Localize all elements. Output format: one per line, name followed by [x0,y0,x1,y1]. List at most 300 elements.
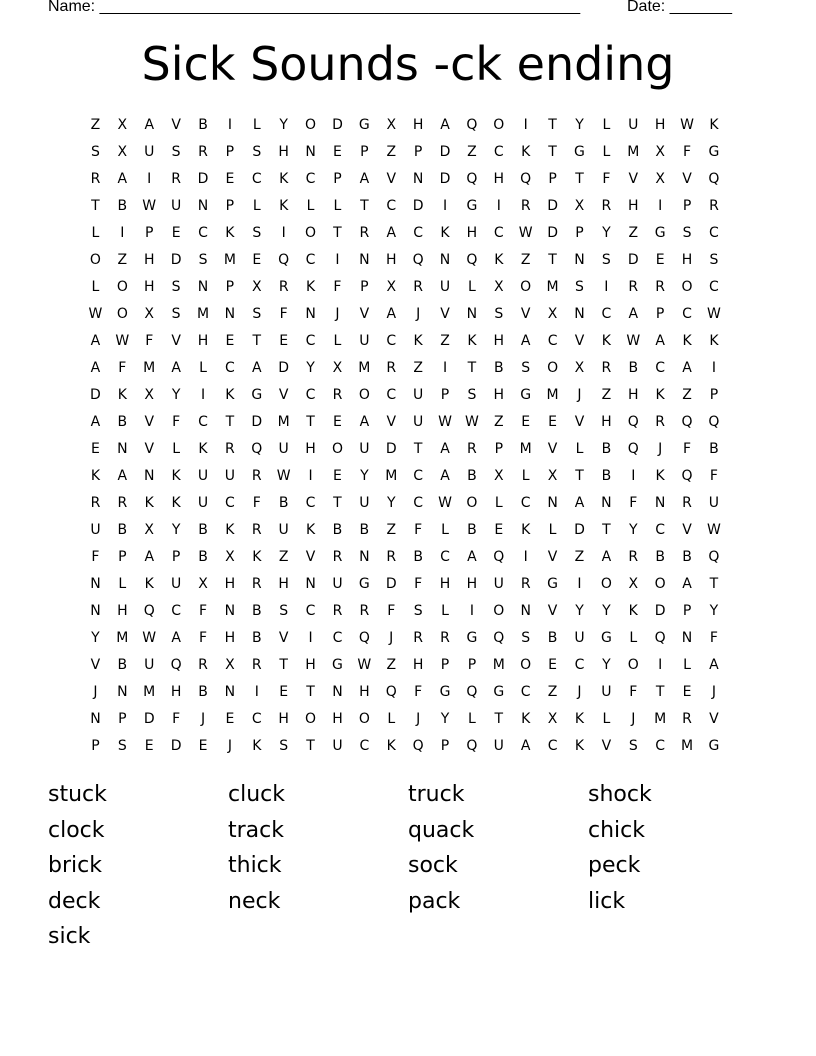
grid-letter: H [493,333,505,349]
grid-letter: C [440,549,450,565]
grid-letter: G [251,387,263,403]
grid-letter: K [252,738,262,754]
grid-letter: E [171,225,181,241]
grid-letter: H [278,711,289,727]
grid-letter: Z [574,549,585,565]
grid-letter: O [466,495,478,511]
grid-letter: I [281,225,286,241]
grid-letter: I [523,117,528,133]
grid-letter: S [171,279,181,295]
grid-letter: F [414,684,423,700]
grid-letter: C [413,225,424,241]
grid-letter: W [276,468,291,484]
grid-letter: T [306,414,315,430]
grid-letter: O [600,576,612,592]
name-line: Name: ______________________________________________________ [48,0,581,15]
grid-letter: D [251,414,263,430]
grid-letter: Q [681,468,693,484]
grid-letter: B [198,549,208,565]
grid-letter: N [224,306,236,322]
grid-letter: U [224,468,236,484]
grid-letter: Z [467,144,477,160]
word-list-item: chick [588,817,645,843]
word-list [48,777,768,955]
grid-letter: N [574,306,585,322]
grid-letter: N [601,495,612,511]
grid-letter: B [198,117,208,133]
grid-letter: D [547,225,558,241]
grid-letter: U [278,441,289,457]
grid-letter: G [520,387,532,403]
grid-letter: K [171,468,181,484]
word-list-item: thick [228,853,282,879]
grid-letter: L [199,360,207,376]
grid-letter: X [547,306,558,322]
grid-letter: R [682,495,692,511]
grid-letter: A [359,414,370,430]
letter-grid [82,112,727,760]
grid-letter: V [171,117,181,133]
grid-letter: F [198,630,208,646]
grid-letter: U [413,387,424,403]
grid-letter: D [547,198,558,214]
grid-letter: U [493,738,504,754]
grid-letter: L [683,657,691,673]
grid-letter: K [521,711,531,727]
grid-letter: K [521,522,531,538]
grid-letter: A [520,333,531,349]
grid-letter: F [709,468,718,484]
grid-letter: N [359,252,370,268]
grid-letter: A [682,360,692,376]
grid-letter: X [144,306,155,322]
grid-letter: S [413,603,423,619]
grid-letter: S [91,144,100,160]
grid-letter: U [278,522,289,538]
grid-letter: C [171,603,181,619]
grid-letter: K [144,495,154,511]
grid-letter: O [116,279,128,295]
grid-letter: K [655,468,665,484]
word-list-item: deck [48,888,101,914]
grid-letter: K [709,333,719,349]
grid-letter: U [708,495,720,511]
grid-letter: K [117,387,127,403]
grid-letter: M [196,306,210,322]
grid-letter: M [546,387,559,403]
grid-letter: R [520,576,531,592]
grid-letter: U [170,198,182,214]
grid-letter: Q [654,630,666,646]
grid-letter: U [574,630,585,646]
grid-letter: C [413,468,424,484]
grid-letter: R [198,144,208,160]
grid-letter: T [333,495,342,511]
grid-letter: B [117,522,128,538]
grid-letter: D [197,171,209,187]
grid-letter: R [440,630,450,646]
grid-letter: W [626,333,641,349]
grid-letter: K [305,279,316,295]
grid-letter: R [332,549,343,565]
grid-letter: M [627,144,640,160]
grid-letter: A [520,738,531,754]
grid-letter: C [305,387,316,403]
grid-letter: E [198,738,208,754]
grid-letter: Q [681,414,693,430]
grid-letter: Q [708,171,720,187]
grid-letter: Z [386,522,397,538]
grid-letter: P [682,198,692,214]
grid-letter: T [494,711,504,727]
grid-letter: B [601,441,612,457]
grid-letter: V [278,630,289,646]
grid-letter: A [117,468,128,484]
grid-letter: Z [278,549,289,565]
grid-letter: I [658,198,663,214]
grid-letter: R [628,279,639,295]
grid-letter: T [91,198,100,214]
grid-letter: X [655,144,665,160]
grid-letter: W [438,414,452,430]
grid-letter: P [171,549,181,565]
grid-letter: J [577,387,582,403]
grid-letter: N [439,252,451,268]
grid-letter: H [278,144,289,160]
grid-letter: V [682,171,692,187]
grid-letter: X [332,360,343,376]
grid-letter: U [359,441,370,457]
grid-letter: N [197,279,209,295]
grid-letter: C [305,171,316,187]
grid-letter: F [198,603,208,619]
grid-letter: A [440,117,450,133]
grid-letter: V [171,333,181,349]
grid-letter: K [198,441,208,457]
grid-letter: N [224,603,236,619]
grid-letter: K [171,495,181,511]
word-list-item: brick [48,853,102,879]
grid-letter: W [707,306,721,322]
grid-letter: G [574,144,585,160]
grid-letter: I [658,657,663,673]
grid-letter: C [709,225,719,241]
grid-letter: N [305,306,316,322]
grid-letter: K [413,333,423,349]
grid-letter: A [144,549,155,565]
grid-letter: H [359,684,370,700]
grid-letter: W [88,306,103,322]
grid-letter: T [548,144,557,160]
grid-letter: G [547,576,559,592]
grid-letter: M [654,711,667,727]
grid-letter: P [118,711,127,727]
grid-letter: H [143,252,155,268]
grid-letter: C [709,279,719,295]
grid-letter: S [628,738,638,754]
grid-letter: F [91,549,100,565]
grid-letter: X [494,468,504,484]
grid-letter: D [439,171,451,187]
grid-letter: Q [708,549,720,565]
grid-letter: E [252,252,262,268]
grid-letter: Q [358,630,370,646]
grid-letter: L [91,279,100,295]
grid-letter: Z [682,387,692,403]
grid-letter: H [170,684,182,700]
grid-letter: Y [171,522,181,538]
grid-letter: N [574,252,585,268]
grid-letter: K [574,738,585,754]
grid-letter: U [197,495,209,511]
grid-letter: K [628,603,638,619]
grid-letter: W [438,495,452,511]
grid-letter: H [224,630,236,646]
grid-letter: X [144,387,155,403]
grid-letter: U [90,522,101,538]
grid-letter: J [93,684,98,700]
grid-letter: O [547,360,559,376]
grid-letter: C [332,630,343,646]
grid-letter: A [440,468,450,484]
grid-letter: C [413,495,424,511]
grid-letter: E [655,252,665,268]
grid-letter: F [172,711,181,727]
grid-letter: L [118,576,127,592]
grid-letter: S [171,306,181,322]
grid-letter: E [279,333,289,349]
grid-letter: O [305,117,317,133]
grid-letter: I [711,360,716,376]
grid-letter: R [682,711,692,727]
grid-letter: R [601,360,612,376]
grid-letter: D [170,738,182,754]
grid-letter: S [521,630,531,646]
grid-letter: E [333,144,342,160]
grid-letter: Z [520,252,531,268]
grid-letter: M [358,360,371,376]
grid-letter: F [252,495,261,511]
grid-letter: H [601,414,612,430]
grid-letter: I [496,198,501,214]
grid-letter: J [711,684,716,700]
word-list-item: truck [408,782,465,807]
grid-letter: V [574,414,585,430]
grid-letter: L [387,711,396,727]
grid-letter: R [90,495,101,511]
grid-letter: A [574,495,585,511]
grid-letter: S [252,144,262,160]
grid-letter: Z [547,684,558,700]
grid-letter: P [145,225,154,241]
grid-letter: K [279,171,289,187]
grid-letter: P [440,738,450,754]
grid-letter: K [90,468,101,484]
grid-letter: G [466,630,478,646]
grid-letter: A [655,333,665,349]
grid-letter: J [389,630,394,646]
grid-letter: D [278,360,290,376]
grid-letter: S [252,225,262,241]
grid-letter: R [386,360,397,376]
grid-letter: N [90,576,101,592]
grid-letter: R [359,225,370,241]
grid-letter: C [493,144,504,160]
grid-letter: P [413,144,423,160]
grid-letter: N [359,549,370,565]
grid-letter: P [360,144,369,160]
grid-letter: L [602,711,611,727]
word-list-item: track [228,817,284,843]
grid-letter: V [144,414,155,430]
grid-letter: N [90,711,101,727]
grid-letter: F [145,333,154,349]
grid-letter: L [172,441,181,457]
grid-letter: O [116,306,128,322]
grid-letter: J [416,711,421,727]
grid-letter: A [386,225,397,241]
grid-letter: E [521,414,531,430]
grid-letter: E [682,684,692,700]
grid-letter: B [601,468,612,484]
grid-letter: L [602,144,611,160]
grid-letter: R [278,279,289,295]
grid-letter: C [655,360,666,376]
grid-letter: P [225,144,235,160]
grid-letter: D [143,711,155,727]
grid-letter: X [198,576,208,592]
grid-letter: O [358,387,370,403]
grid-letter: E [333,414,342,430]
grid-letter: Q [278,252,290,268]
grid-letter: H [627,387,639,403]
grid-letter: B [547,630,558,646]
grid-letter: D [385,441,397,457]
grid-letter: W [115,333,130,349]
grid-letter: Q [708,414,720,430]
grid-letter: K [252,549,262,565]
grid-letter: T [575,171,584,187]
grid-letter: J [200,711,206,727]
grid-letter: B [198,522,208,538]
grid-letter: V [709,711,719,727]
grid-letter: U [413,414,424,430]
grid-letter: L [602,117,611,133]
grid-letter: S [601,252,611,268]
grid-letter: Q [412,738,424,754]
grid-letter: Q [251,441,263,457]
grid-letter: C [225,495,235,511]
grid-letter: V [628,171,639,187]
word-list-item: shock [588,782,652,807]
grid-letter: Q [520,171,532,187]
grid-letter: E [225,333,235,349]
grid-letter: X [494,279,504,295]
grid-letter: L [333,333,342,349]
grid-letter: P [548,171,557,187]
grid-letter: C [198,414,208,430]
grid-letter: F [279,306,288,322]
grid-letter: L [441,522,449,538]
grid-letter: I [308,468,313,484]
grid-letter: K [521,144,531,160]
grid-letter: L [91,225,100,241]
grid-letter: M [143,684,156,700]
grid-letter: Q [627,441,639,457]
grid-letter: I [523,549,528,565]
grid-letter: P [440,657,450,673]
grid-letter: K [279,198,289,214]
grid-letter: I [442,360,448,376]
grid-letter: R [601,198,612,214]
grid-letter: T [306,738,315,754]
grid-letter: B [251,630,262,646]
grid-letter: E [548,414,558,430]
grid-letter: M [223,252,236,268]
grid-letter: D [385,576,397,592]
grid-letter: I [604,279,609,295]
grid-letter: U [332,576,343,592]
grid-letter: Z [117,252,128,268]
grid-letter: O [520,279,532,295]
grid-letter: P [709,387,719,403]
grid-letter: Z [413,360,423,376]
grid-letter: H [412,657,424,673]
grid-letter: D [412,198,424,214]
grid-letter: M [277,414,290,430]
grid-letter: M [116,630,129,646]
grid-letter: I [200,387,206,403]
grid-letter: P [225,279,235,295]
grid-letter: H [466,225,478,241]
grid-letter: F [172,414,181,430]
grid-letter: U [601,684,612,700]
grid-letter: C [305,333,316,349]
grid-letter: O [654,576,666,592]
grid-letter: P [467,657,477,673]
grid-letter: S [494,306,504,322]
grid-letter: V [90,657,101,673]
grid-letter: F [602,171,611,187]
grid-letter: J [227,738,232,754]
grid-letter: Z [628,225,639,241]
grid-letter: H [143,279,155,295]
grid-letter: B [278,495,289,511]
grid-letter: V [386,171,397,187]
grid-letter: L [468,711,476,727]
grid-letter: E [494,522,504,538]
word-list-item: lick [588,888,626,914]
grid-letter: A [628,306,639,322]
grid-letter: P [360,279,369,295]
grid-letter: N [197,198,209,214]
grid-letter: T [548,252,557,268]
grid-letter: S [198,252,208,268]
grid-letter: G [358,576,370,592]
grid-letter: B [251,603,262,619]
grid-letter: C [251,171,262,187]
grid-letter: I [442,198,448,214]
grid-letter: W [357,657,372,673]
grid-letter: Q [493,630,505,646]
grid-letter: S [467,387,477,403]
grid-letter: T [279,657,288,673]
grid-letter: Y [602,603,611,619]
grid-letter: C [574,657,585,673]
grid-letter: D [654,603,666,619]
grid-letter: G [493,684,505,700]
grid-letter: X [117,117,128,133]
